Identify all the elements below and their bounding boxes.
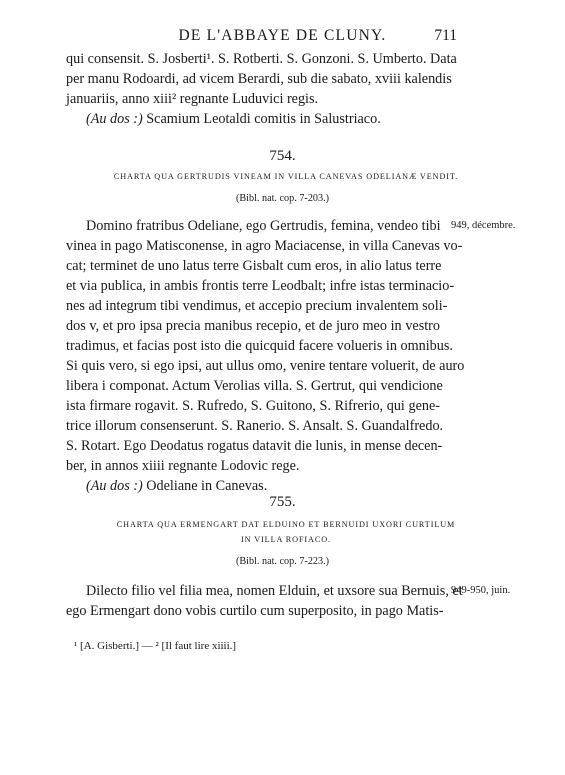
charter-source: (Bibl. nat. cop. 7-203.) [235,193,330,204]
endorsement-text: Scamium Leotaldi comitis in Salustriaco. [146,111,381,127]
endorsement-text: Odeliane in Canevas. [146,478,268,494]
page-number: 711 [434,27,457,44]
text-line: ista firmare rogavit. S. Rufredo, S. Guitono, S. Rifrerio, qui gene- [66,398,440,414]
text-line: dos v, et pro ipsa precia manibus recepio, et de juro meo in vestro [66,318,440,334]
text-line: Si quis vero, si ego ipsi, aut ullus omo, venire tentare voluerit, de auro [66,358,465,374]
text-line: per manu Rodoardi, ad vicem Berardi, sub die sabato, xviii kalendis [66,71,452,87]
text-line: cat; terminet de uno latus terre Gisbalt cum eros, in alio latus terre [66,258,442,274]
charter-source: (Bibl. nat. cop. 7-223.) [235,556,330,567]
text-line: libera i componat. Actum Verolias villa. S. Gertrut, qui vendicione [66,378,443,394]
text-line: vinea in pago Matisconense, in agro Maciacense, in villa Canevas vo- [66,238,463,254]
charter-number: 754. [269,148,296,164]
text-line: S. Rotart. Ego Deodatus rogatus datavit die lunis, in mense decen- [66,438,443,454]
text-line: qui consensit. S. Josberti¹. S. Rotberti. S. Gonzoni. S. Umberto. Data [66,51,457,67]
endorsement-label: (Au dos :) [86,478,143,494]
endorsement-line [66,109,440,129]
continuation-text [66,49,457,129]
text-line: Domino fratribus Odeliane, ego Gertrudis, femina, vendeo tibi [86,218,441,234]
footnotes: ¹ [A. Gisberti.] — ² [Il faut lire xiiii.] [74,640,237,652]
margin-date: 949, décembre. [451,220,516,231]
text-line: nes ad integrum tibi vendimus, et accepio precium invalentem soli- [66,298,448,314]
page-header [0,27,565,49]
text-line: Dilecto filio vel filia mea, nomen Elduin, et uxsore sua Bernuis, et [86,583,463,599]
charter-number: 755. [269,494,296,510]
text-line: et via publica, in ambis frontis terre Leodbalt; infre istas terminacio- [66,278,455,294]
text-line: tradimus, et facias post isto die quicquid facere volueris in omnibus. [66,338,453,354]
text-line: ego Ermengart dono vobis curtilo cum superposito, in pago Matis- [66,603,444,619]
endorsement-line [66,476,440,496]
text-line: trice illorum consenserunt. S. Ranerio. S. Ansalt. S. Guandalfredo. [66,418,444,434]
charter-754-text [66,216,465,496]
charter-title-continued: IN VILLA ROFIACO. [241,535,331,544]
charter-title: CHARTA QUA ERMENGART DAT ELDUINO ET BERNUIDI UXORI CURTILUM [116,520,456,529]
running-title: DE L'ABBAYE DE CLUNY. [178,27,387,44]
margin-date: 949-950, juin. [451,585,511,596]
text-line: januariis, anno xiii² regnante Luduvici regis. [66,91,319,107]
endorsement-label: (Au dos :) [86,111,143,127]
text-line: ber, in annos xiiii regnante Lodovic rege. [66,458,300,474]
charter-title: CHARTA QUA GERTRUDIS VINEAM IN VILLA CANEVAS ODELIANÆ VENDIT. [113,172,459,181]
charter-755-text [66,581,463,621]
